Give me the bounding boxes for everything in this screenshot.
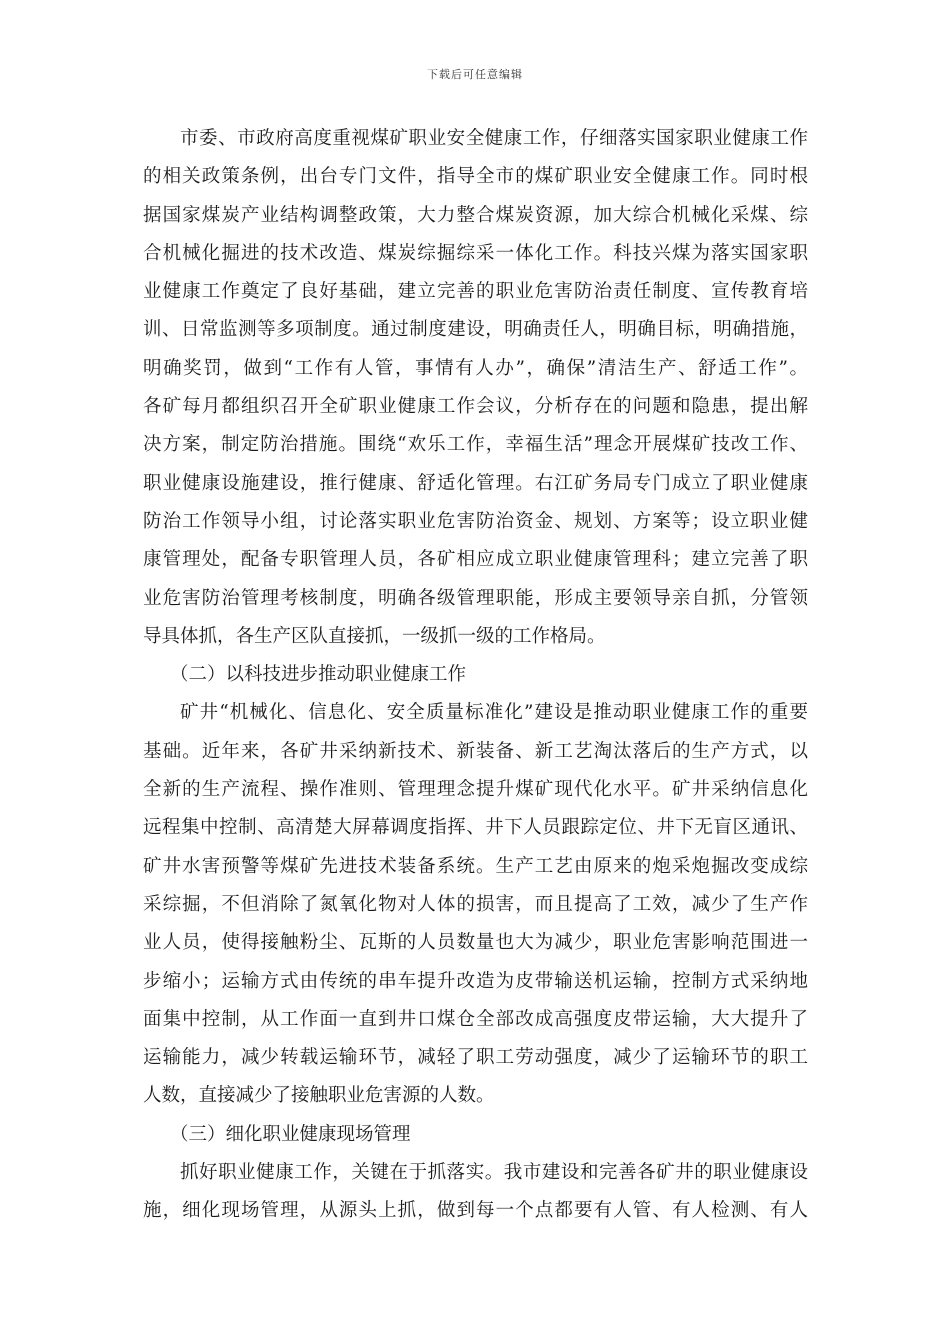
- paragraph-line: 远程集中控制、高清楚大屏幕调度指挥、井下人员跟踪定位、井下无盲区通讯、: [143, 817, 808, 839]
- paragraph-line: 抓好职业健康工作，关键在于抓落实。我市建设和完善各矿井的职业健康设: [180, 1162, 808, 1184]
- paragraph-line: 矿井“机械化、信息化、安全质量标准化”建设是推动职业健康工作的重要: [180, 702, 808, 724]
- body-text: [143, 120, 808, 1231]
- paragraph-line: 市委、市政府高度重视煤矿职业安全健康工作，仔细落实国家职业健康工作: [180, 128, 808, 149]
- paragraph-line: 面集中控制，从工作面一直到井口煤仓全部改成高强度皮带运输，大大提升了: [143, 1008, 808, 1030]
- paragraph-line: 导具体抓，各生产区队直接抓，一级抓一级的工作格局。: [143, 625, 606, 647]
- paragraph-line: 据国家煤炭产业结构调整政策，大力整合煤炭资源，加大综合机械化采煤、综: [143, 204, 808, 226]
- paragraph-line: 业健康工作奠定了良好基础，建立完善的职业危害防治责任制度、宣传教育培: [143, 281, 808, 303]
- paragraph-line: 职业健康设施建设，推行健康、舒适化管理。右江矿务局专门成立了职业健康: [143, 472, 808, 494]
- paragraph-line: 防治工作领导小组，讨论落实职业危害防治资金、规划、方案等；设立职业健: [143, 510, 808, 532]
- paragraph-line: 业危害防治管理考核制度，明确各级管理职能，形成主要领导亲自抓，分管领: [143, 587, 808, 609]
- paragraph-line: 康管理处，配备专职管理人员，各矿相应成立职业健康管理科；建立完善了职: [143, 549, 808, 571]
- paragraph-line: 矿井水害预警等煤矿先进技术装备系统。生产工艺由原来的炮采炮掘改变成综: [143, 855, 808, 877]
- section-heading: （三）细化职业健康现场管理: [170, 1123, 411, 1145]
- paragraph-line: 人数，直接减少了接触职业危害源的人数。: [143, 1085, 495, 1107]
- paragraph-line: 基础。近年来，各矿井采纳新技术、新装备、新工艺淘汰落后的生产方式，以: [143, 740, 808, 762]
- section-heading: （二）以科技进步推动职业健康工作: [170, 664, 467, 686]
- paragraph-line: 运输能力，减少转载运输环节，减轻了职工劳动强度，减少了运输环节的职工: [143, 1047, 808, 1069]
- paragraph-line: 采综掘，不但消除了氮氧化物对人体的损害，而且提高了工效，减少了生产作: [143, 893, 808, 915]
- paragraph-line: 业人员，使得接触粉尘、瓦斯的人员数量也大为减少，职业危害影响范围进一: [143, 932, 808, 954]
- header-note: 下载后可任意编辑: [427, 68, 523, 81]
- paragraph-line: 步缩小；运输方式由传统的串车提升改造为皮带输送机运输，控制方式采纳地: [143, 970, 808, 992]
- paragraph-line: 各矿每月都组织召开全矿职业健康工作会议，分析存在的问题和隐患，提出解: [143, 396, 808, 418]
- paragraph-line: 施，细化现场管理，从源头上抓，做到每一个点都要有人管、有人检测、有人: [143, 1200, 808, 1222]
- paragraph-line: 合机械化掘进的技术改造、煤炭综掘综采一体化工作。科技兴煤为落实国家职: [143, 242, 808, 264]
- paragraph-line: 的相关政策条例，出台专门文件，指导全市的煤矿职业安全健康工作。同时根: [143, 166, 808, 188]
- paragraph-line: 训、日常监测等多项制度。通过制度建设，明确责任人，明确目标，明确措施，: [143, 319, 808, 341]
- paragraph-line: 决方案，制定防治措施。围绕“欢乐工作，幸福生活”理念开展煤矿技改工作、: [143, 434, 808, 456]
- paragraph-line: 全新的生产流程、操作准则、管理理念提升煤矿现代化水平。矿井采纳信息化: [143, 779, 808, 801]
- paragraph-line: 明确奖罚，做到“工作有人管，事情有人办”，确保”清洁生产、舒适工作”。: [143, 357, 808, 379]
